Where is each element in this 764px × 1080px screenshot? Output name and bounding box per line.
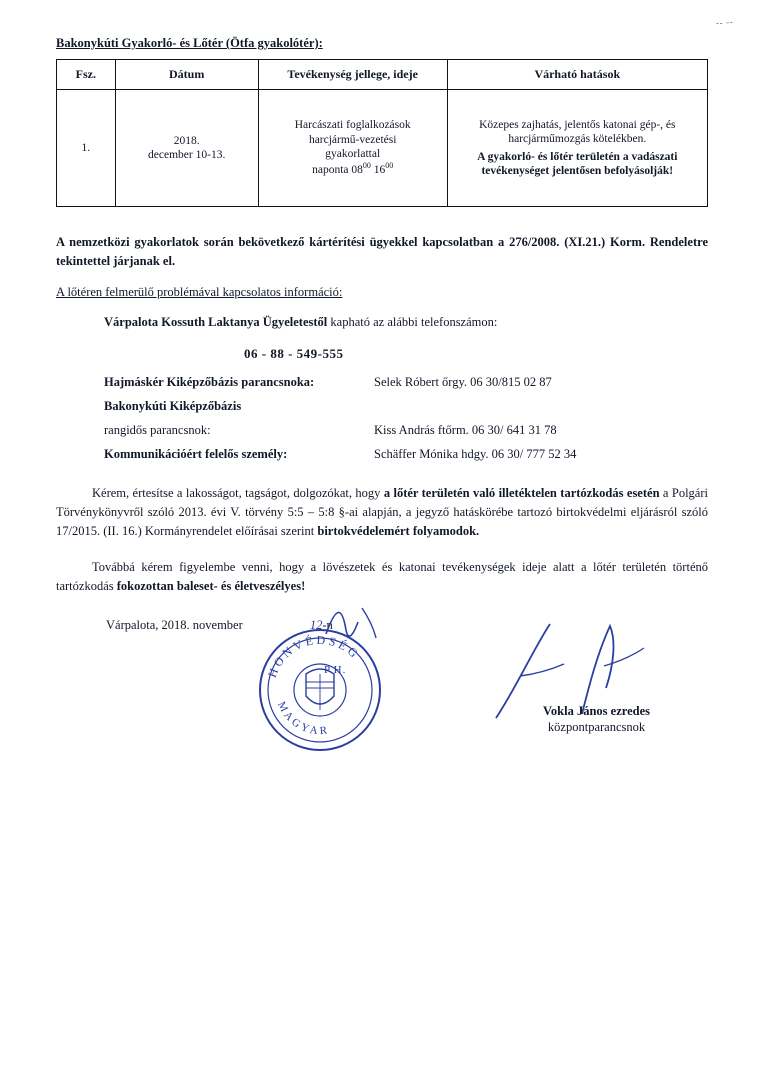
column-header-activity: Tevékenység jellege, ideje — [258, 60, 447, 90]
effect-bold-text: A gyakorló- és lőtér területén a vadászati tevékenységet jelentősen befolyásolják! — [477, 150, 678, 177]
signer-info — [543, 704, 650, 735]
signer-name: Vokla János ezredes — [543, 703, 650, 718]
contact-role: Bakonykúti Kiképzőbázis — [104, 399, 242, 414]
date-line-2: december 10-13. — [148, 149, 226, 161]
contact-role: Kommunikációért felelős személy: — [104, 447, 288, 462]
official-stamp — [256, 626, 384, 754]
cell-row-number: 1. — [57, 90, 116, 207]
info-heading: A lőtéren felmerülő problémával kapcsolatos információ: — [56, 285, 343, 299]
international-note: A nemzetközi gyakorlatok során bekövetkező kártérítési ügyekkel kapcsolatban a 276/2008. (XI.21.) Korm. Rendeletre tekintettel járjanak el. — [56, 235, 708, 268]
list-item — [104, 423, 708, 438]
page-title: Bakonykúti Gyakorló- és Lőtér (Ötfa gyakolótér): — [56, 36, 323, 50]
svg-text:MAGYAR — [275, 700, 331, 738]
para2-part1: Továbbá kérem figyelembe venni, hogy a lövészetek és katonai tevékenységek ideje alatt a lőtér területén történő tartózkodás — [56, 560, 708, 594]
place-date-text: Várpalota, 2018. november — [106, 617, 243, 632]
contact-intro — [104, 315, 708, 330]
cell-activity — [258, 90, 447, 207]
activity-time-sup-2: 00 — [385, 161, 394, 171]
contact-intro-rest: kapható az alábbi telefonszámon: — [327, 315, 498, 330]
list-item — [104, 399, 708, 414]
contact-value: Schäffer Mónika hdgy. 06 30/ 777 52 34 — [374, 447, 577, 462]
cell-date — [115, 90, 258, 207]
ph-label: P.H. — [324, 663, 347, 676]
paragraph-danger — [56, 558, 708, 596]
svg-text:HONVÉDSÉG — [265, 633, 363, 680]
contact-role: Hajmáskér Kiképzőbázis parancsnoka: — [104, 375, 315, 390]
column-header-fsz: Fsz. — [57, 60, 116, 90]
stamp-text-top: HONVÉDSÉG — [264, 632, 363, 680]
cell-effects — [447, 90, 707, 207]
para2-bold1: fokozottan baleset- és életveszélyes! — [116, 579, 306, 594]
signer-rank: központparancsnok — [547, 719, 646, 734]
column-header-datum: Dátum — [115, 60, 258, 90]
list-item — [104, 375, 708, 390]
table-header-row — [57, 60, 708, 90]
activity-time-sup-1: 00 — [362, 161, 371, 171]
date-suffix: -n — [322, 617, 333, 632]
para1-bold2: birtokvédelemért folyamodok. — [317, 523, 480, 538]
list-item — [104, 447, 708, 462]
contact-list — [104, 375, 708, 462]
date-handwritten: 12 — [309, 617, 323, 632]
contact-value: Selek Róbert őrgy. 06 30/815 02 87 — [374, 375, 552, 390]
para1-part1: Kérem, értesítse a lakosságot, tagságot, dolgozókat, hogy — [92, 486, 384, 501]
activity-table — [56, 59, 708, 207]
contact-value: Kiss András ftőrm. 06 30/ 641 31 78 — [374, 423, 557, 438]
activity-line-3: gyakorlattal — [325, 148, 381, 161]
table-row — [57, 90, 708, 207]
paragraph-trespassing — [56, 484, 708, 540]
activity-time-mid: 16 — [370, 164, 386, 177]
activity-line-1: Harcászati foglalkozások — [294, 119, 411, 132]
activity-line-2: harcjármű-vezetési — [308, 133, 397, 146]
para1-bold1: a lőtér területén való illetéktelen tartózkodás esetén — [383, 486, 660, 501]
effect-normal-text: Közepes zajhatás, jelentős katonai gép-, és harcjárműmozgás kötelékben. — [479, 118, 676, 146]
corner-mark: -- -- — [716, 17, 735, 28]
date-line-1: 2018. — [173, 134, 200, 147]
signature-block — [56, 618, 708, 808]
contact-role: rangidős parancsnok: — [104, 423, 211, 438]
column-header-effects: Várható hatások — [447, 60, 707, 90]
contact-intro-bold: Várpalota Kossuth Laktanya Ügyeletestől — [104, 315, 328, 330]
stamp-text-bottom: MAGYAR — [275, 699, 331, 738]
para1-part2: a Polgári Törvénykönyvről szóló 2013. évi V. törvény 5:5 – 5:8 §-ai alapján, a jegyző hatáskörébe tartozó birtokvédelmi eljárásról szóló 17/2015. (II. 16.) Kormányrendelet előírásai szerint — [56, 486, 708, 538]
activity-time-prefix: naponta 08 — [312, 164, 363, 177]
main-phone-number: 06 - 88 - 549-555 — [244, 346, 344, 362]
